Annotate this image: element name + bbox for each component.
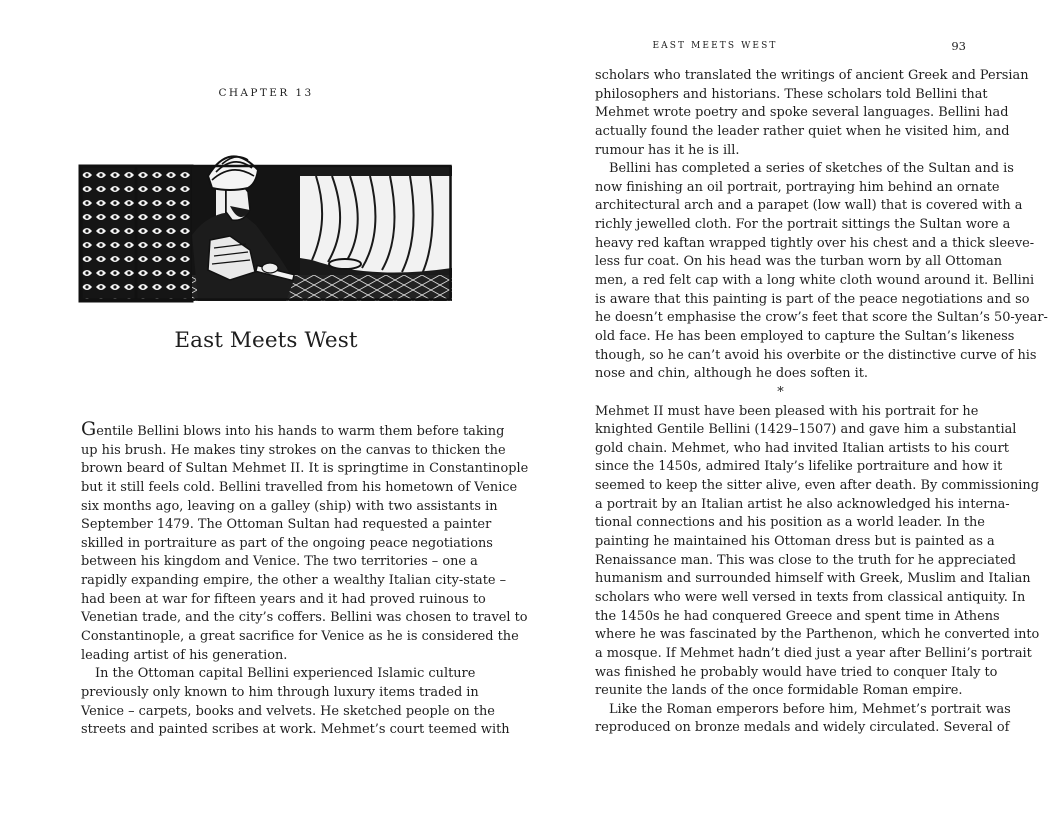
- text-line: leading artist of his generation.: [81, 647, 288, 663]
- text-line: though, so he can’t avoid his overbite or the distinctive curve of his: [595, 347, 1037, 363]
- text-line: between his kingdom and Venice. The two territories – one a: [81, 554, 478, 570]
- text-line: humanism and surrounded himself with Greek, Muslim and Italian: [595, 571, 1031, 587]
- text-line: richly jewelled cloth. For the portrait sittings the Sultan wore a: [595, 217, 1011, 233]
- text-line: tional connections and his position as a world leader. In the: [595, 515, 985, 531]
- text-line: seemed to keep the sitter alive, even after death. By commissioning: [595, 478, 1039, 494]
- text-line: Bellini has completed a series of sketches of the Sultan and is: [609, 161, 1014, 177]
- text-line: reproduced on bronze medals and widely circulated. Several of: [595, 720, 1010, 736]
- text-line: architectural arch and a parapet (low wall) that is covered with a: [595, 198, 1023, 214]
- text-line: Venice – carpets, books and velvets. He sketched people on the: [81, 703, 495, 719]
- text-line: rapidly expanding empire, the other a wealthy Italian city-state –: [81, 573, 507, 589]
- left-page-body: [81, 418, 529, 740]
- page-number: 93: [951, 39, 966, 53]
- text-line: since the 1450s, admired Italy’s lifelike portraiture and how it: [595, 459, 1003, 475]
- text-line: Like the Roman emperors before him, Mehmet’s portrait was: [609, 701, 1011, 717]
- text-line: a mosque. If Mehmet hadn’t died just a year after Bellini’s portrait: [595, 645, 1032, 661]
- section-break: *: [777, 384, 784, 400]
- text-line: previously only known to him through luxury items traded in: [81, 684, 479, 700]
- paragraph: [595, 701, 1011, 738]
- text-line: philosophers and historians. These scholars told Bellini that: [595, 86, 988, 102]
- chapter-label: CHAPTER 13: [218, 87, 314, 99]
- text-line: Mehmet II must have been pleased with his portrait for he: [595, 403, 979, 419]
- text-line: scholars who were well versed in texts from classical antiquity. In: [595, 589, 1026, 605]
- text-line: September 1479. The Ottoman Sultan had requested a painter: [81, 517, 492, 533]
- text-line: up his brush. He makes tiny strokes on the canvas to thicken the: [81, 442, 506, 458]
- text-line: gold chain. Mehmet, who had invited Italian artists to his court: [595, 440, 1009, 456]
- text-line: Gentile Bellini blows into his hands to warm them before taking: [81, 418, 505, 440]
- text-line: Mehmet wrote poetry and spoke several languages. Bellini had: [595, 105, 1009, 121]
- text-line: is aware that this painting is part of the peace negotiations and so: [595, 291, 1030, 307]
- text-line: now finishing an oil portrait, portraying him behind an ornate: [595, 179, 1000, 195]
- text-line: six months ago, leaving on a galley (ship) with two assistants in: [81, 498, 498, 514]
- text-line: Constantinople, a great sacrifice for Venice as he is considered the: [81, 629, 519, 645]
- paragraph: [595, 160, 1048, 384]
- text-line: old face. He has been employed to capture the Sultan’s likeness: [595, 328, 1015, 344]
- text-line: the 1450s he had conquered Greece and spent time in Athens: [595, 608, 1000, 624]
- paragraph: [595, 403, 1040, 701]
- text-line: scholars who translated the writings of ancient Greek and Persian: [595, 68, 1029, 83]
- paragraph: [595, 67, 1029, 160]
- chapter-illustration: [80, 140, 452, 301]
- text-line: Venetian trade, and the city’s coffers. Bellini was chosen to travel to: [81, 610, 528, 626]
- text-line: a portrait by an Italian artist he also acknowledged his interna-: [595, 496, 1010, 512]
- text-line: nose and chin, although he does soften it.: [595, 366, 869, 382]
- drop-letter: G: [81, 418, 97, 440]
- paragraph: [81, 418, 529, 665]
- text-line: In the Ottoman capital Bellini experienced Islamic culture: [95, 666, 476, 682]
- text-line: reunite the lands of the once formidable Roman empire.: [595, 683, 963, 699]
- paragraph: [81, 665, 510, 740]
- running-head: EAST MEETS WEST: [652, 41, 778, 51]
- text-line: streets and painted scribes at work. Mehmet’s court teemed with: [81, 722, 510, 738]
- text-line: he doesn’t emphasise the crow’s feet that score the Sultan’s 50-year-: [595, 310, 1048, 326]
- text-line: painting he maintained his Ottoman dress but is painted as a: [595, 534, 995, 550]
- chapter-title: East Meets West: [174, 328, 358, 353]
- right-page-body: [595, 67, 1048, 738]
- text-line: men, a red felt cap with a long white cloth wound around it. Bellini: [595, 273, 1035, 289]
- text-line: less fur coat. On his head was the turban worn by all Ottoman: [595, 254, 1003, 270]
- text-line: skilled in portraiture as part of the ongoing peace negotiations: [81, 535, 493, 551]
- text-line: rumour has it he is ill.: [595, 142, 740, 158]
- text-line: had been at war for fifteen years and it had proved ruinous to: [81, 591, 486, 607]
- text-line: actually found the leader rather quiet when he visited him, and: [595, 123, 1010, 139]
- woodcut-illustration: [80, 140, 452, 301]
- text-line: brown beard of Sultan Mehmet II. It is springtime in Constantinople: [81, 461, 529, 477]
- text-line: but it still feels cold. Bellini travelled from his hometown of Venice: [81, 479, 518, 495]
- text-line: Renaissance man. This was close to the truth for he appreciated: [595, 552, 1016, 568]
- text-line: knighted Gentile Bellini (1429–1507) and gave him a substantial: [595, 422, 1017, 438]
- text-line: was finished he probably would have tried to conquer Italy to: [595, 664, 998, 680]
- text-line: where he was fascinated by the Parthenon, which he converted into: [595, 627, 1040, 643]
- text-line: heavy red kaftan wrapped tightly over his chest and a thick sleeve-: [595, 235, 1035, 251]
